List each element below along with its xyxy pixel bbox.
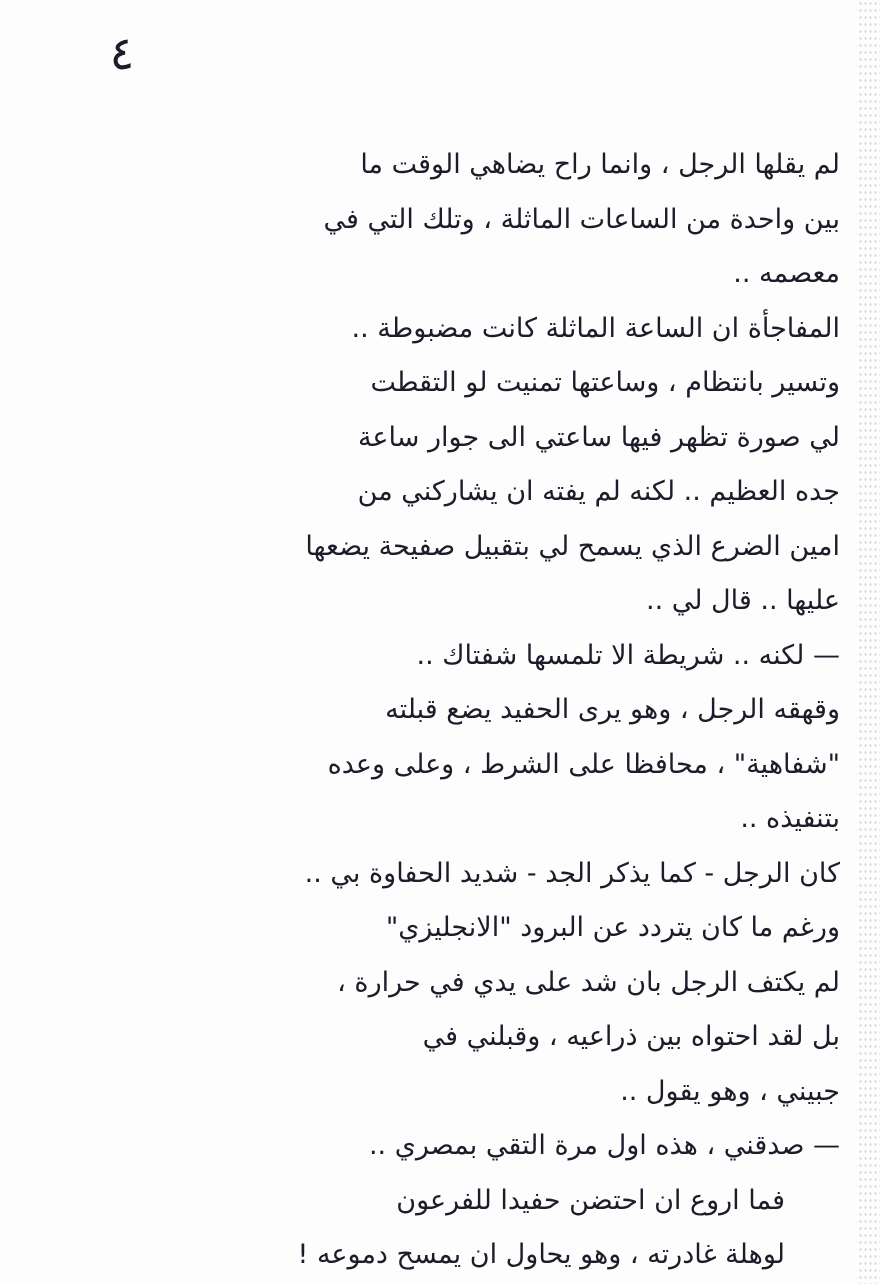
text-line: وتسير بانتظام ، وساعتها تمنيت لو التقطت — [370, 367, 840, 398]
text-line: لوهلة غادرته ، وهو يحاول ان يمسح دموعه ! — [297, 1239, 785, 1270]
text-line: المفاجأة ان الساعة الماثلة كانت مضبوطة .. — [351, 312, 840, 344]
text-line: بتنفيذه .. — [740, 803, 840, 834]
text-line: وقهقه الرجل ، وهو يرى الحفيد يضع قبلته — [385, 694, 840, 725]
handwritten-text-block — [60, 138, 840, 1283]
page-edge-perforation — [858, 0, 880, 1284]
text-line: عليها .. قال لي .. — [645, 585, 840, 616]
text-line: كان الرجل - كما يذكر الجد - شديد الحفاوة بي .. — [304, 857, 840, 889]
text-line: لم يقلها الرجل ، وانما راح يضاهي الوقت ما — [360, 149, 840, 180]
text-line: — صدقني ، هذه اول مرة التقي بمصري .. — [368, 1130, 840, 1161]
text-line: جبيني ، وهو يقول .. — [620, 1075, 840, 1107]
text-line: لي صورة تظهر فيها ساعتي الى جوار ساعة — [357, 421, 840, 453]
text-line: ورغم ما كان يتردد عن البرود "الانجليزي" — [385, 912, 840, 943]
text-line: بين واحدة من الساعات الماثلة ، وتلك التي في — [323, 203, 840, 235]
text-line: لم يكتف الرجل بان شد على يدي في حرارة ، — [337, 966, 840, 998]
text-line: فما اروع ان احتضن حفيدا للفرعون — [396, 1184, 785, 1216]
text-line: — لكنه .. شريطة الا تلمسها شفتاك .. — [416, 639, 840, 671]
text-line: امين الضرع الذي يسمح لي بتقبيل صفيحة يضعها — [305, 530, 840, 562]
page-number: ٤ — [109, 26, 135, 80]
text-line: معصمه .. — [733, 258, 840, 289]
text-line: "شفاهية" ، محافظا على الشرط ، وعلى وعده — [327, 748, 840, 780]
text-line: جده العظيم .. لكنه لم يفته ان يشاركني من — [357, 476, 840, 507]
text-line: بل لقد احتواه بين ذراعيه ، وقبلني في — [422, 1021, 840, 1052]
